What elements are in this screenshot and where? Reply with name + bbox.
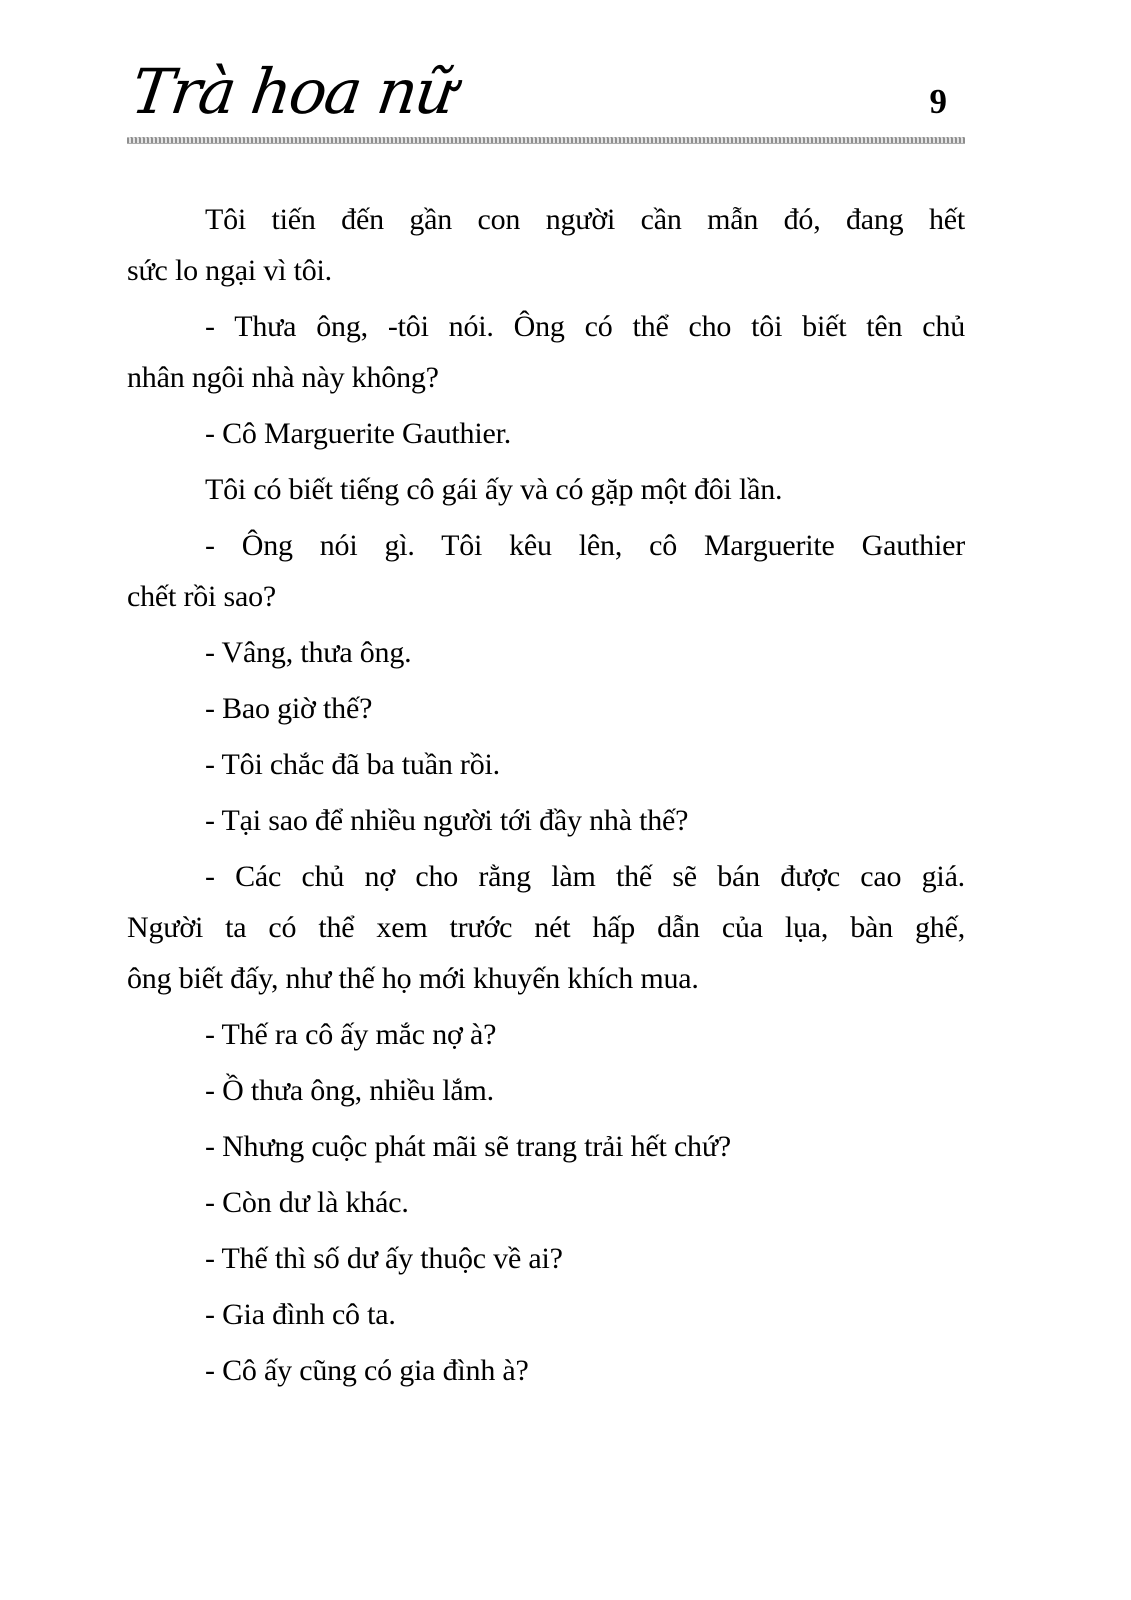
text-line: Tôi tiến đến gần con người cần mẫn đó, đang hết	[205, 203, 965, 236]
paragraph	[127, 1009, 965, 1060]
text-line: - Bao giờ thế?	[205, 692, 373, 725]
text-line: - Ồ thưa ông, nhiều lắm.	[205, 1074, 494, 1107]
text-line: - Các chủ nợ cho rằng làm thế sẽ bán được cao giá.	[205, 860, 965, 893]
text-line: - Tôi chắc đã ba tuần rồi.	[205, 748, 500, 781]
text-line: Người ta có thể xem trước nét hấp dẫn của lụa, bàn ghế,	[127, 911, 965, 944]
paragraph	[127, 851, 965, 1004]
text-line: - Nhưng cuộc phát mãi sẽ trang trải hết chứ?	[205, 1130, 732, 1163]
paragraph	[127, 1177, 965, 1228]
header-rule	[127, 137, 965, 144]
paragraph	[127, 301, 965, 403]
paragraph	[127, 739, 965, 790]
text-line: - Ông nói gì. Tôi kêu lên, cô Marguerite Gauthier	[205, 529, 965, 562]
text-line: chết rồi sao?	[127, 580, 276, 613]
text-line: - Còn dư là khác.	[205, 1186, 409, 1219]
paragraph	[127, 1121, 965, 1172]
paragraph	[127, 795, 965, 846]
text-line: - Thưa ông, -tôi nói. Ông có thể cho tôi biết tên chủ	[205, 310, 965, 343]
paragraph	[127, 408, 965, 459]
paragraph	[127, 1233, 965, 1284]
page-header	[127, 56, 965, 130]
paragraph	[127, 627, 965, 678]
paragraph	[127, 520, 965, 622]
page-body	[127, 194, 965, 1396]
paragraph	[127, 1345, 965, 1396]
paragraph	[127, 464, 965, 515]
text-line: - Cô ấy cũng có gia đình à?	[205, 1354, 529, 1387]
paragraph	[127, 683, 965, 734]
text-line: - Cô Marguerite Gauthier.	[205, 417, 512, 450]
text-line: Tôi có biết tiếng cô gái ấy và có gặp một đôi lần.	[205, 473, 783, 506]
paragraph	[127, 1065, 965, 1116]
page-number: 9	[929, 82, 947, 121]
text-line: - Thế ra cô ấy mắc nợ à?	[205, 1018, 497, 1051]
text-line: - Tại sao để nhiều người tới đầy nhà thế?	[205, 804, 689, 837]
text-line: nhân ngôi nhà này không?	[127, 361, 439, 394]
text-line: - Gia đình cô ta.	[205, 1298, 396, 1331]
text-line: ông biết đấy, như thế họ mới khuyến khích mua.	[127, 962, 699, 995]
paragraph	[127, 1289, 965, 1340]
paragraph	[127, 194, 965, 296]
book-title: Trà hoa nữ	[127, 55, 459, 128]
text-line: sức lo ngại vì tôi.	[127, 254, 332, 287]
text-line: - Thế thì số dư ấy thuộc về ai?	[205, 1242, 563, 1275]
text-line: - Vâng, thưa ông.	[205, 636, 412, 669]
